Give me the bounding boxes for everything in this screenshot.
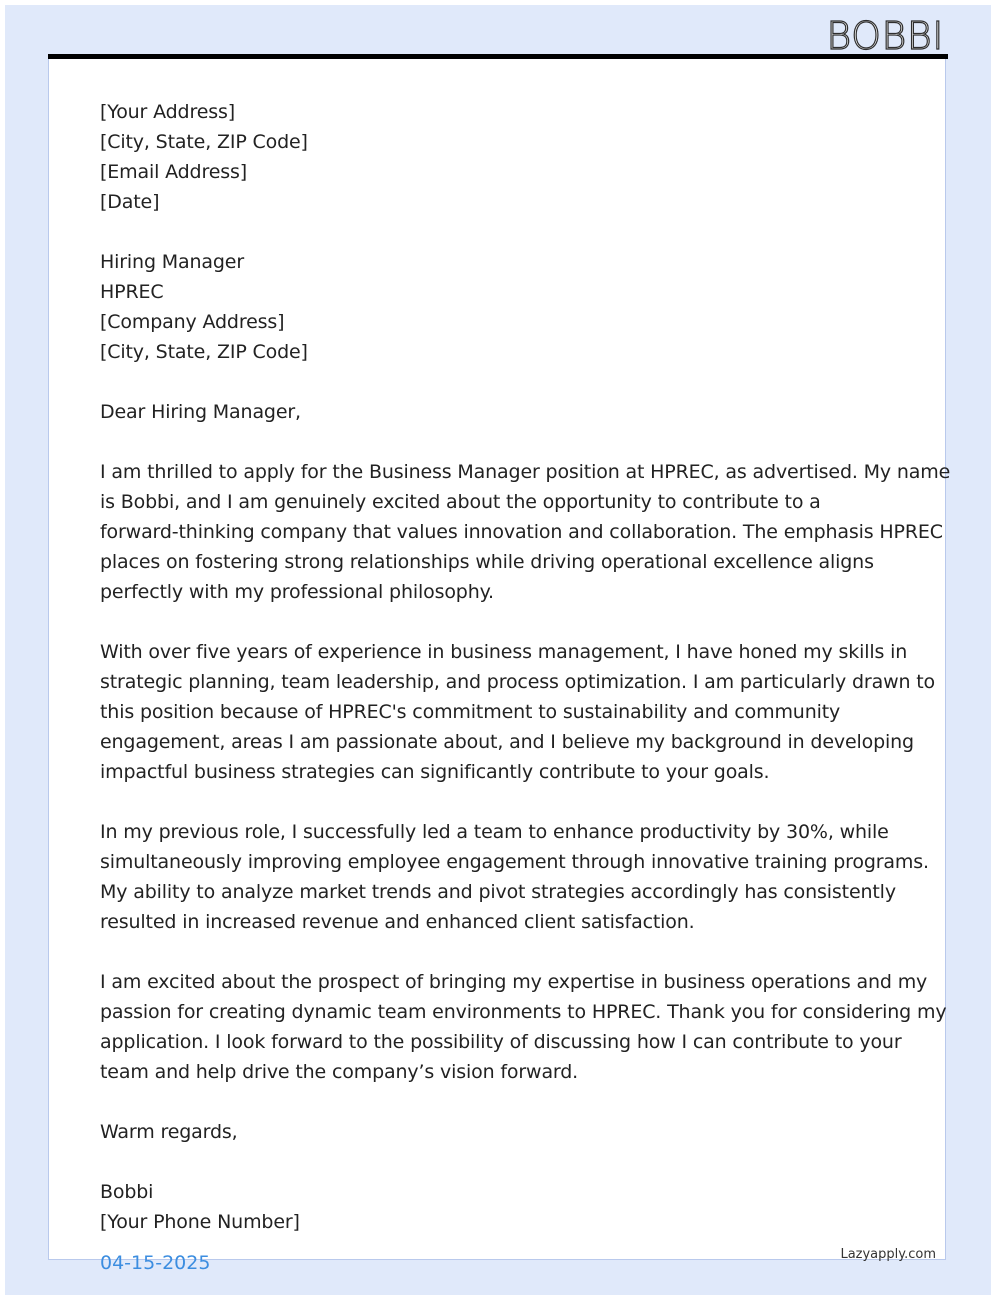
body-paragraph-1: [100, 457, 951, 607]
cover-letter: [100, 97, 951, 1237]
paragraph-line: resulted in increased revenue and enhanced client satisfaction.: [100, 911, 695, 933]
paragraph-line: strategic planning, team leadership, and process optimization. I am particularly drawn to: [100, 671, 936, 693]
body-paragraph-4: [100, 967, 947, 1087]
signature-phone: [Your Phone Number]: [100, 1211, 300, 1233]
paragraph-line: impactful business strategies can significantly contribute to your goals.: [100, 761, 770, 783]
paragraph-line: engagement, areas I am passionate about, and I believe my background in developing: [100, 731, 914, 753]
sender-date: [Date]: [100, 191, 160, 213]
recipient-block: [100, 247, 900, 367]
signature-name: Bobbi: [100, 1181, 154, 1203]
signature-block: [100, 1177, 900, 1237]
recipient-company: HPREC: [100, 281, 164, 303]
body-paragraph-2: [100, 637, 936, 787]
paragraph-line: forward-thinking company that values innovation and collaboration. The emphasis HPREC: [100, 521, 943, 543]
paragraph-line: is Bobbi, and I am genuinely excited about the opportunity to contribute to a: [100, 491, 821, 513]
paragraph-line: places on fostering strong relationships while driving operational excellence aligns: [100, 551, 874, 573]
closing: Warm regards,: [100, 1121, 238, 1143]
brand-name: BOBBI: [826, 14, 944, 58]
paragraph-line: In my previous role, I successfully led a team to enhance productivity by 30%, while: [100, 821, 889, 843]
site-credit: Lazyapply.com: [840, 1247, 936, 1262]
sender-email: [Email Address]: [100, 161, 247, 183]
salutation: Dear Hiring Manager,: [100, 401, 301, 423]
body-paragraph-3: [100, 817, 929, 937]
paragraph-line: I am excited about the prospect of bringing my expertise in business operations and my: [100, 971, 928, 993]
paragraph-line: application. I look forward to the possibility of discussing how I can contribute to your: [100, 1031, 902, 1053]
header-rule: [48, 54, 948, 59]
paragraph-line: passion for creating dynamic team environments to HPREC. Thank you for considering my: [100, 1001, 947, 1023]
paragraph-line: perfectly with my professional philosophy.: [100, 581, 494, 603]
paragraph-line: simultaneously improving employee engagement through innovative training programs.: [100, 851, 929, 873]
paragraph-line: With over five years of experience in business management, I have honed my skills in: [100, 641, 908, 663]
sender-block: [100, 97, 900, 217]
paragraph-line: My ability to analyze market trends and pivot strategies accordingly has consistently: [100, 881, 896, 903]
paragraph-line: team and help drive the company’s vision forward.: [100, 1061, 579, 1083]
recipient-address: [Company Address]: [100, 311, 285, 333]
recipient-name: Hiring Manager: [100, 251, 244, 273]
paragraph-line: I am thrilled to apply for the Business Manager position at HPREC, as advertised. My name: [100, 461, 951, 483]
paragraph-line: this position because of HPREC's commitment to sustainability and community: [100, 701, 841, 723]
sender-city-state-zip: [City, State, ZIP Code]: [100, 131, 308, 153]
recipient-city-state-zip: [City, State, ZIP Code]: [100, 341, 308, 363]
sender-address: [Your Address]: [100, 101, 235, 123]
footer-date: 04-15-2025: [100, 1252, 211, 1274]
